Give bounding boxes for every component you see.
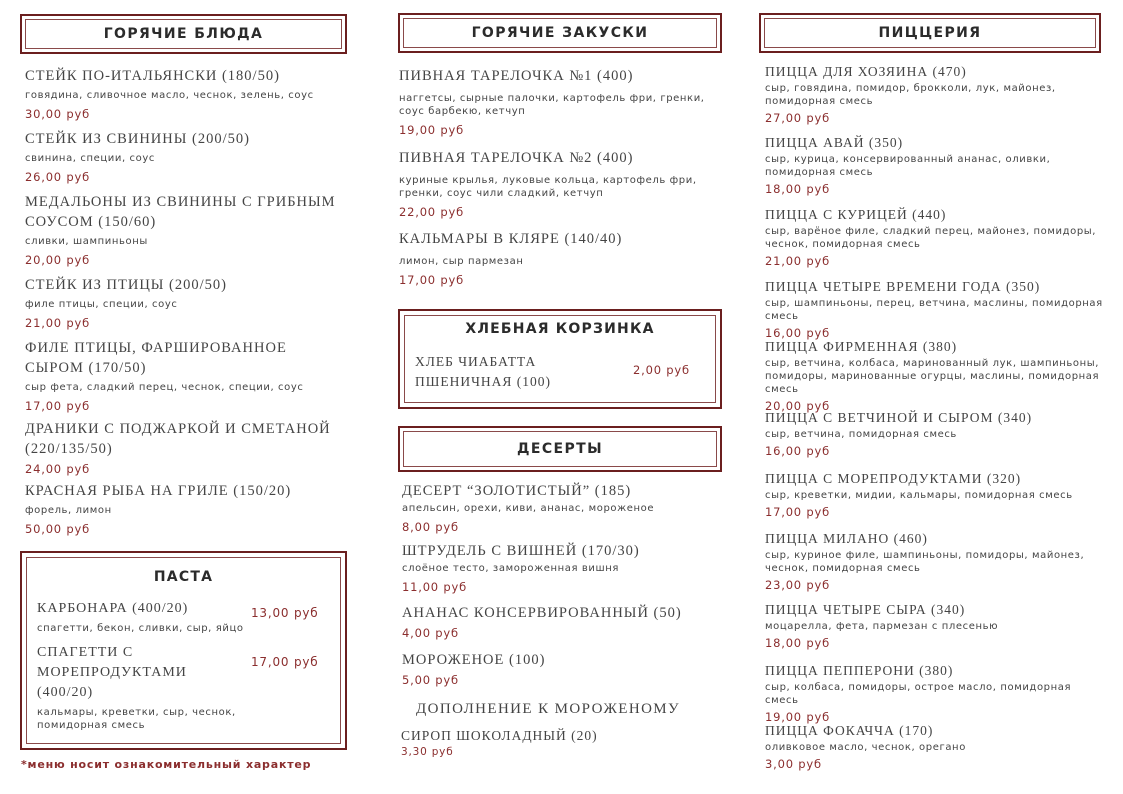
menu-item (765, 337, 1105, 413)
item-price: 18,00 руб (765, 182, 830, 196)
item-name: КАРБОНАРА (400/20) (37, 601, 189, 616)
item-name: ПИВНАЯ ТАРЕЛОЧКА №2 (400) (399, 150, 634, 166)
item-price: 30,00 руб (25, 107, 90, 121)
item-name: ДРАНИКИ С ПОДЖАРКОЙ И СМЕТАНОЙ (220/135/50) (25, 421, 331, 457)
item-name: СТЕЙК ИЗ ПТИЦЫ (200/50) (25, 277, 227, 293)
bread-item-name: ХЛЕБ ЧИАБАТТА ПШЕНИЧНАЯ (100) (415, 354, 552, 389)
item-price: 16,00 руб (765, 444, 830, 458)
menu-item (402, 603, 717, 640)
item-desc: сыр, курица, консервированный ананас, оливки, помидорная смесь (765, 154, 1051, 178)
menu-item (765, 661, 1105, 724)
item-desc: моцарелла, фета, пармезан с плесенью (765, 621, 999, 632)
item-desc: сыр, варёное филе, сладкий перец, майонез, помидоры, чеснок, помидорная смесь (765, 226, 1097, 250)
menu-item (765, 529, 1105, 592)
item-desc: филе птицы, специи, соус (25, 299, 178, 310)
item-desc: спагетти, бекон, сливки, сыр, яйцо (37, 623, 244, 634)
ice-cream-addon-heading: ДОПОЛНЕНИЕ К МОРОЖЕНОМУ (416, 701, 681, 717)
menu-item (765, 408, 1105, 458)
item-price: 4,00 руб (402, 626, 459, 640)
item-price: 17,00 руб (765, 505, 830, 519)
item-price: 24,00 руб (25, 462, 90, 476)
bread-basket-title: ХЛЕБНАЯ КОРЗИНКА (465, 321, 655, 337)
item-name: СТЕЙК ПО-ИТАЛЬЯНСКИ (180/50) (25, 68, 280, 84)
footnote: *меню носит ознакомительный характер (21, 758, 312, 771)
item-price: 26,00 руб (25, 170, 90, 184)
item-desc: сыр, ветчина, колбаса, маринованный лук, шампиньоны, помидоры, маринованные огурцы, маслины, помидорная смесь (765, 358, 1100, 395)
bread-basket-box (398, 309, 722, 409)
item-price: 20,00 руб (25, 253, 90, 267)
item-name: ПИЦЦА ФИРМЕННАЯ (380) (765, 339, 958, 354)
item-price: 23,00 руб (765, 578, 830, 592)
menu-item (765, 62, 1105, 125)
menu-item (765, 721, 1105, 771)
item-price: 21,00 руб (765, 254, 830, 268)
item-price: 11,00 руб (402, 580, 467, 594)
menu-item (399, 66, 714, 137)
menu-item (765, 133, 1105, 196)
item-name: ФИЛЕ ПТИЦЫ, ФАРШИРОВАННОЕ СЫРОМ (170/50) (25, 340, 287, 376)
menu-item (402, 481, 717, 534)
item-desc: сыр, шампиньоны, перец, ветчина, маслины, помидорная смесь (765, 298, 1103, 322)
item-price: 3,00 руб (765, 757, 822, 771)
item-name: МОРОЖЕНОЕ (100) (402, 652, 546, 668)
menu-item (765, 205, 1105, 268)
menu-item (25, 275, 345, 330)
menu-item (399, 148, 714, 219)
pasta-item (37, 643, 242, 732)
item-price: 27,00 руб (765, 111, 830, 125)
menu-item (25, 419, 345, 476)
item-name: ПИЦЦА МИЛАНО (460) (765, 531, 928, 546)
item-price: 19,00 руб (765, 710, 830, 724)
item-price: 17,00 руб (399, 273, 464, 287)
desserts-header (398, 426, 722, 472)
item-name: ПИЦЦА С МОРЕПРОДУКТАМИ (320) (765, 471, 1022, 486)
item-name: КАЛЬМАРЫ В КЛЯРЕ (140/40) (399, 231, 623, 247)
item-desc: оливковое масло, чеснок, орегано (765, 742, 966, 753)
item-name: ШТРУДЕЛЬ С ВИШНЕЙ (170/30) (402, 543, 640, 559)
item-desc: сливки, шампиньоны (25, 236, 148, 247)
addon-item-price: 3,30 руб (401, 746, 454, 758)
item-desc: куриные крылья, луковые кольца, картофель фри, гренки, соус чили сладкий, кетчуп (399, 175, 697, 199)
item-desc: апельсин, орехи, киви, ананас, мороженое (402, 503, 655, 514)
item-name: ПИЦЦА ДЛЯ ХОЗЯИНА (470) (765, 64, 967, 79)
item-name: ПИЦЦА ЧЕТЫРЕ ВРЕМЕНИ ГОДА (350) (765, 279, 1041, 294)
menu-item (402, 541, 717, 594)
pasta-box (20, 551, 347, 750)
pasta-title: ПАСТА (153, 569, 214, 585)
item-name: КРАСНАЯ РЫБА НА ГРИЛЕ (150/20) (25, 483, 292, 499)
menu-item (765, 600, 1105, 650)
item-desc: свинина, специи, соус (25, 153, 155, 164)
item-name: ПИЦЦА С ВЕТЧИНОЙ И СЫРОМ (340) (765, 410, 1033, 425)
menu-item (25, 66, 345, 121)
item-desc: говядина, сливочное масло, чеснок, зелень, соус (25, 90, 314, 101)
item-name: ПИЦЦА С КУРИЦЕЙ (440) (765, 207, 947, 222)
item-desc: наггетсы, сырные палочки, картофель фри, гренки, соус барбекю, кетчуп (399, 93, 705, 117)
item-name: ПИЦЦА ФОКАЧЧА (170) (765, 723, 934, 738)
item-name: МЕДАЛЬОНЫ ИЗ СВИНИНЫ С ГРИБНЫМ СОУСОМ (150/60) (25, 194, 336, 230)
item-price: 8,00 руб (402, 520, 459, 534)
item-desc: сыр фета, сладкий перец, чеснок, специи, соус (25, 382, 304, 393)
hot-dishes-title: ГОРЯЧИЕ БЛЮДА (103, 26, 264, 42)
item-desc: сыр, колбаса, помидоры, острое масло, помидорная смесь (765, 682, 1072, 706)
menu-item (25, 338, 345, 413)
hot-snacks-header (398, 13, 722, 53)
item-price: 18,00 руб (765, 636, 830, 650)
item-name: АНАНАС КОНСЕРВИРОВАННЫЙ (50) (402, 605, 682, 621)
item-name: СПАГЕТТИ С МОРЕПРОДУКТАМИ (400/20) (37, 645, 187, 700)
menu-item (25, 481, 345, 536)
item-name: ПИЦЦА ЧЕТЫРЕ СЫРА (340) (765, 602, 966, 617)
item-desc: кальмары, креветки, сыр, чеснок, помидорная смесь (37, 707, 236, 731)
item-price: 17,00 руб (251, 655, 319, 669)
addon-item-name: СИРОП ШОКОЛАДНЫЙ (20) (401, 728, 598, 743)
item-name: ПИЦЦА ПЕППЕРОНИ (380) (765, 663, 954, 678)
menu-item (402, 650, 717, 687)
item-price: 5,00 руб (402, 673, 459, 687)
menu-item (25, 129, 345, 184)
item-name: СТЕЙК ИЗ СВИНИНЫ (200/50) (25, 131, 250, 147)
hot-snacks-title: ГОРЯЧИЕ ЗАКУСКИ (471, 25, 649, 41)
item-price: 16,00 руб (765, 326, 830, 340)
item-desc: сыр, говядина, помидор, брокколи, лук, майонез, помидорная смесь (765, 83, 1056, 107)
menu-item (765, 469, 1105, 519)
item-desc: сыр, креветки, мидии, кальмары, помидорная смесь (765, 490, 1073, 501)
bread-item-price: 2,00 руб (633, 363, 690, 377)
menu-item (765, 277, 1105, 340)
hot-dishes-header (20, 14, 347, 54)
pizzeria-title: ПИЦЦЕРИЯ (878, 25, 982, 41)
pizzeria-header (759, 13, 1101, 53)
item-name: ДЕСЕРТ “ЗОЛОТИСТЫЙ” (185) (402, 483, 632, 499)
item-price: 20,00 руб (765, 399, 830, 413)
item-desc: сыр, куриное филе, шампиньоны, помидоры, майонез, чеснок, помидорная смесь (765, 550, 1085, 574)
item-desc: лимон, сыр пармезан (399, 256, 524, 267)
item-desc: сыр, ветчина, помидорная смесь (765, 429, 957, 440)
item-desc: слоёное тесто, замороженная вишня (402, 563, 619, 574)
pasta-item (37, 599, 247, 635)
item-name: ПИЦЦА АВАЙ (350) (765, 135, 904, 150)
item-price: 21,00 руб (25, 316, 90, 330)
item-price: 19,00 руб (399, 123, 464, 137)
menu-item (399, 229, 714, 287)
menu-item (25, 192, 345, 267)
item-price: 22,00 руб (399, 205, 464, 219)
item-price: 50,00 руб (25, 522, 90, 536)
item-price: 17,00 руб (25, 399, 90, 413)
item-desc: форель, лимон (25, 505, 112, 516)
desserts-title: ДЕСЕРТЫ (517, 441, 603, 457)
item-name: ПИВНАЯ ТАРЕЛОЧКА №1 (400) (399, 68, 634, 84)
item-price: 13,00 руб (251, 606, 319, 620)
